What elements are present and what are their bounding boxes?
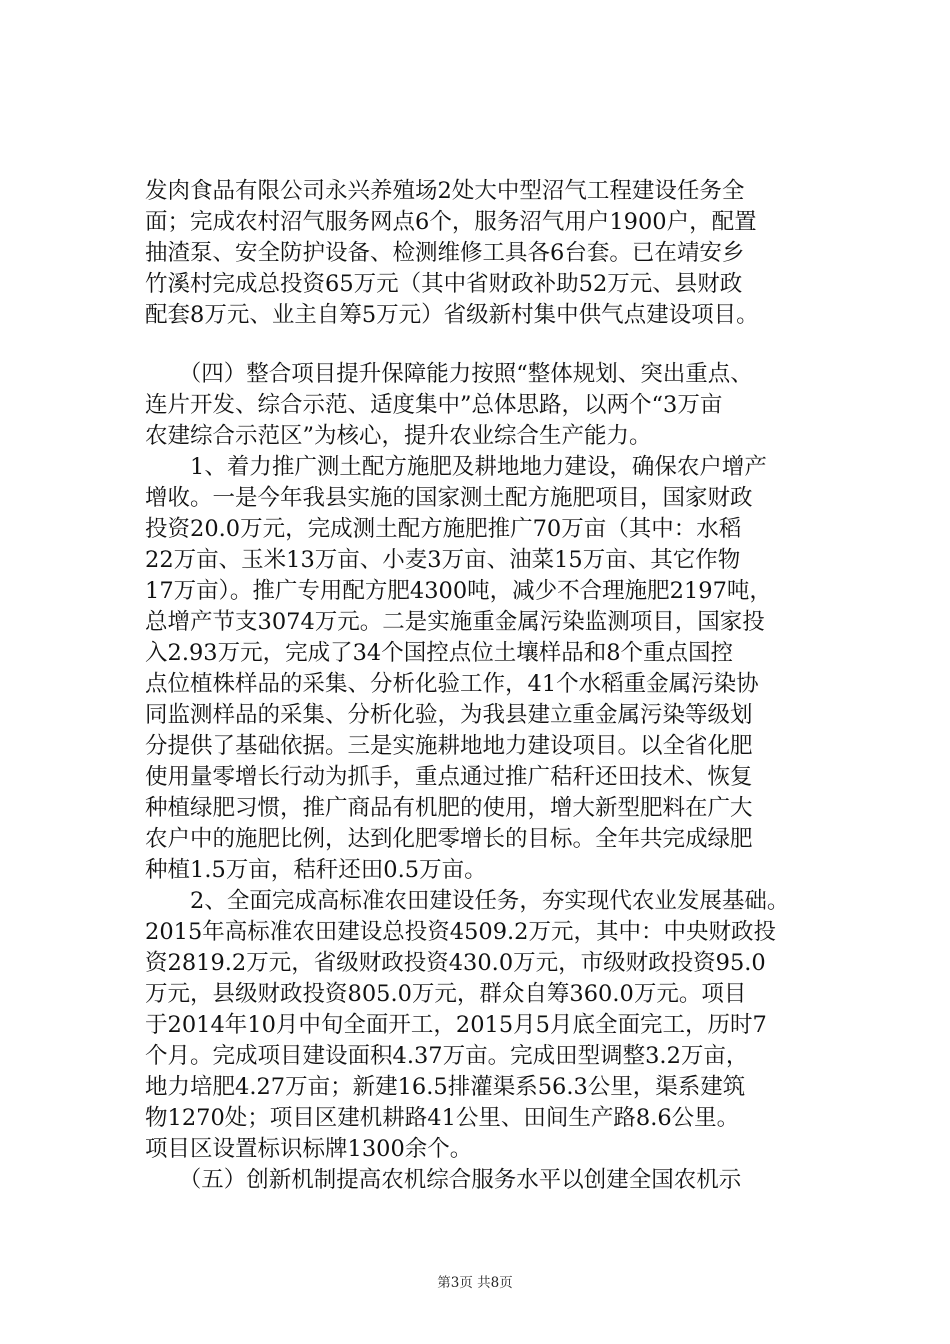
text-line: 种植1.5万亩，秸秆还田0.5万亩。 <box>145 857 487 883</box>
text-line: 于2014年10月中旬全面开工，2015月5月底全面完工，历时7 <box>145 1012 767 1038</box>
text-line: 发肉食品有限公司永兴养殖场2处大中型沼气工程建设任务全 <box>145 178 745 204</box>
text-line: 投资20.0万元，完成测土配方施肥推广70万亩（其中：水稻 <box>145 516 742 542</box>
text-line: 1、着力推广测土配方施肥及耕地地力建设，确保农户增产 <box>145 454 767 480</box>
page-footer: 第3页 共8页 <box>437 1275 513 1291</box>
text-line: 2015年高标准农田建设总投资4509.2万元，其中：中央财政投 <box>145 919 776 945</box>
text-line: （五）创新机制提高农机综合服务水平以创建全国农机示 <box>145 1167 742 1193</box>
text-line: 项目区设置标识标牌1300余个。 <box>145 1136 473 1162</box>
text-line: 面；完成农村沼气服务网点6个，服务沼气用户1900户，配置 <box>145 209 757 235</box>
text-line: 种植绿肥习惯，推广商品有机肥的使用，增大新型肥料在广大 <box>145 795 753 821</box>
text-line: 竹溪村完成总投资65万元（其中省财政补助52万元、县财政 <box>145 271 743 297</box>
text-line: 个月。完成项目建设面积4.37万亩。完成田型调整3.2万亩， <box>145 1043 749 1069</box>
text-line: 农户中的施肥比例，达到化肥零增长的目标。全年共完成绿肥 <box>145 826 753 852</box>
text-line: 抽渣泵、安全防护设备、检测维修工具各6台套。已在靖安乡 <box>145 240 745 266</box>
text-line: 连片开发、综合示范、适度集中”总体思路，以两个“3万亩 <box>145 392 723 418</box>
text-line: 分提供了基础依据。三是实施耕地地力建设项目。以全省化肥 <box>145 733 753 759</box>
text-line: 点位植株样品的采集、分析化验工作，41个水稻重金属污染协 <box>145 671 759 697</box>
text-line: 17万亩）。推广专用配方肥4300吨，减少不合理施肥2197吨， <box>145 578 772 604</box>
text-line: 22万亩、玉米13万亩、小麦3万亩、油菜15万亩、其它作物 <box>145 547 741 573</box>
text-line: 万元，县级财政投资805.0万元，群众自筹360.0万元。项目 <box>145 981 747 1007</box>
text-line: 物1270处；项目区建机耕路41公里、田间生产路8.6公里。 <box>145 1105 740 1131</box>
text-line: 同监测样品的采集、分析化验，为我县建立重金属污染等级划 <box>145 702 753 728</box>
text-line: 使用量零增长行动为抓手，重点通过推广秸秆还田技术、恢复 <box>145 764 753 790</box>
document-body <box>145 176 850 1196</box>
text-line: 总增产节支3074万元。二是实施重金属污染监测项目，国家投 <box>145 609 765 635</box>
text-line: 增收。一是今年我县实施的国家测土配方施肥项目，国家财政 <box>145 485 753 511</box>
text-line: （四）整合项目提升保障能力按照“整体规划、突出重点、 <box>145 361 753 387</box>
text-line: 配套8万元、业主自筹5万元）省级新村集中供气点建设项目。 <box>145 302 759 328</box>
text-line: 农建综合示范区”为核心，提升农业综合生产能力。 <box>145 423 652 449</box>
text-line: 2、全面完成高标准农田建设任务，夯实现代农业发展基础。 <box>145 888 790 914</box>
text-line: 资2819.2万元，省级财政投资430.0万元，市级财政投资95.0 <box>145 950 766 976</box>
text-line: 地力培肥4.27万亩；新建16.5排灌渠系56.3公里，渠系建筑 <box>145 1074 746 1100</box>
blank-line <box>145 331 850 359</box>
text-line: 入2.93万元，完成了34个国控点位土壤样品和8个重点国控 <box>145 640 734 666</box>
